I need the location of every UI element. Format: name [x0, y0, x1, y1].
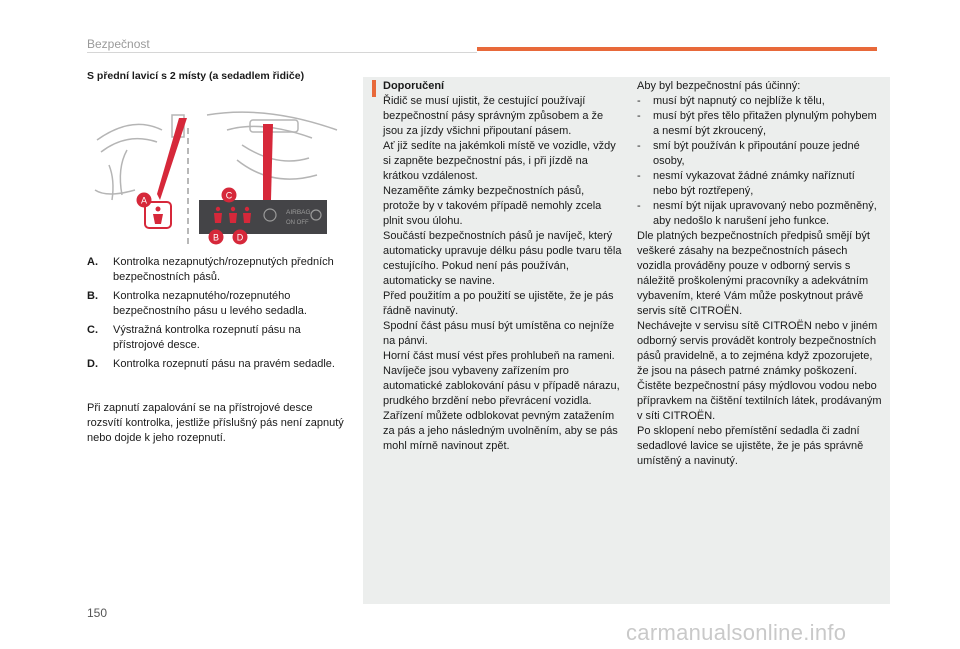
header-divider [87, 52, 477, 53]
list-item-text: nesmí být nijak upravovaný nebo pozměněný, aby nedošlo k narušení jeho funkce. [653, 200, 877, 227]
list-item-text: smí být používán k připoutání pouze jedné osoby, [653, 140, 860, 167]
marker-c [222, 188, 237, 203]
seatbelt-indicator-icons [214, 207, 251, 223]
marker-d [233, 230, 248, 245]
legend-item [87, 357, 349, 372]
legend-key: D. [87, 358, 98, 370]
note-line: Po sklopení nebo přemístění sedadla či zadní sedadlové lavice se ujistěte, že je pás správně umístěný a navinutý. [637, 425, 864, 467]
note-line: Dle platných bezpečnostních předpisů smějí být veškeré zásahy na bezpečnostních pásech vozidla prováděny pouze v odborný servis s náležitě proškolenými pracovníky a adekvátním vybavením, které Vám může poskytnout právě servis sítě CITROËN. [637, 230, 870, 317]
dash-bullet: - [637, 200, 641, 212]
note-line: Ať již sedíte na jakémkoli místě ve vozidle, vždy si zapněte bezpečnostní pás, i při jízdě na krátkou vzdálenost. [383, 140, 616, 182]
svg-text:A: A [140, 195, 148, 206]
svg-text:C: C [225, 190, 233, 201]
pointer-c [263, 124, 273, 200]
note-line: Navíječe jsou vybaveny zařízením pro automatické zablokování pásu v případě nárazu, prudkého brzdění nebo převrácení vozidla. Zařízení můžete odblokovat pevným zatažením za pás a jeho následným uvolněním, aby se pás mohl mírně navinout zpět. [383, 365, 620, 452]
legend-item [87, 255, 349, 285]
recommendation-accent-bar [372, 80, 376, 97]
section-title: S přední lavicí s 2 místy (a sedadlem řidiče) [87, 70, 305, 82]
airbag-on-off-label: ON OFF [286, 220, 309, 226]
note-intro: Aby byl bezpečnostní pás účinný: [637, 80, 801, 92]
list-item [637, 199, 882, 229]
list-item [637, 169, 882, 199]
dash-bullet: - [637, 170, 641, 182]
legend-key: B. [87, 290, 98, 302]
marker-b [209, 230, 224, 245]
legend-item [87, 323, 349, 353]
recommendation-heading: Doporučení [383, 80, 445, 92]
page-number: 150 [87, 606, 108, 620]
list-item-text: musí být přes tělo přitažen plynulým pohybem a nesmí být zkroucený, [653, 110, 877, 137]
dash-bullet: - [637, 95, 641, 107]
legend-text: Kontrolka rozepnutí pásu na pravém sedadle. [113, 358, 335, 370]
legend-key: A. [87, 256, 98, 268]
list-item-text: nesmí vykazovat žádné známky naříznutí nebo být roztřepený, [653, 170, 855, 197]
legend-text: Kontrolka nezapnutého/rozepnutého bezpečnostního pásu u levého sedadla. [113, 290, 307, 317]
note-line: Spodní část pásu musí být umístěna co nejníže na pánvi. [383, 320, 615, 347]
legend-key: C. [87, 324, 98, 336]
airbag-label: AIRBAG [286, 209, 311, 216]
note-line: Součástí bezpečnostních pásů je navíječ, který automaticky upravuje délku pásu podle tvaru těla cestujícího. Pokud není pás používán, automaticky se navine. [383, 230, 622, 287]
header-accent-bar [477, 47, 877, 51]
recommendation-right-column [637, 79, 882, 469]
note-line: Horní část musí vést přes prohlubeň na rameni. [383, 350, 615, 362]
legend-item [87, 289, 349, 319]
svg-text:B: B [212, 232, 220, 243]
dash-bullet: - [637, 140, 641, 152]
list-item [637, 139, 882, 169]
legend-text: Kontrolka nezapnutých/rozepnutých předních bezpečnostních pásů. [113, 256, 334, 283]
dash-bullet: - [637, 110, 641, 122]
note-line: Nechávejte v servisu sítě CITROËN nebo v jiném odborný servis provádět kontroly bezpečnostních pásů pravidelně, a to zejména když zpozorujete, že jsou na pásech patrné známky poškození. [637, 320, 878, 377]
watermark: carmanualsonline.info [626, 620, 847, 645]
section-header: Bezpečnost [87, 37, 150, 51]
list-item [637, 109, 882, 139]
list-item [637, 94, 882, 109]
svg-text:D: D [236, 232, 244, 243]
recommendation-left-column [383, 79, 623, 454]
dashboard-illustration [87, 90, 359, 250]
legend-text: Výstražná kontrolka rozepnutí pásu na přístrojové desce. [113, 324, 301, 351]
marker-a [137, 193, 152, 208]
note-line: Čistěte bezpečnostní pásy mýdlovou vodou nebo přípravkem na čištění textilních látek, prodávaným v síti CITROËN. [637, 380, 882, 422]
note-line: Řidič se musí ujistit, že cestující používají bezpečnostní pásy správným způsobem a že jsou za jízdy všichni připoutaní pásem. [383, 95, 604, 137]
list-item-text: musí být napnutý co nejblíže k tělu, [653, 95, 825, 107]
ignition-paragraph: Při zapnutí zapalování se na přístrojové desce rozsvítí kontrolka, jestliže příslušný pás není zapnutý nebo dojde k jeho rozepnutí. [87, 402, 344, 444]
note-line: Nezaměňte zámky bezpečnostních pásů, protože by v takovém případě nemohly zcela plnit svou úlohu. [383, 185, 602, 227]
note-line: Před použitím a po použití se ujistěte, že je pás řádně navinutý. [383, 290, 614, 317]
legend-list [87, 255, 349, 376]
